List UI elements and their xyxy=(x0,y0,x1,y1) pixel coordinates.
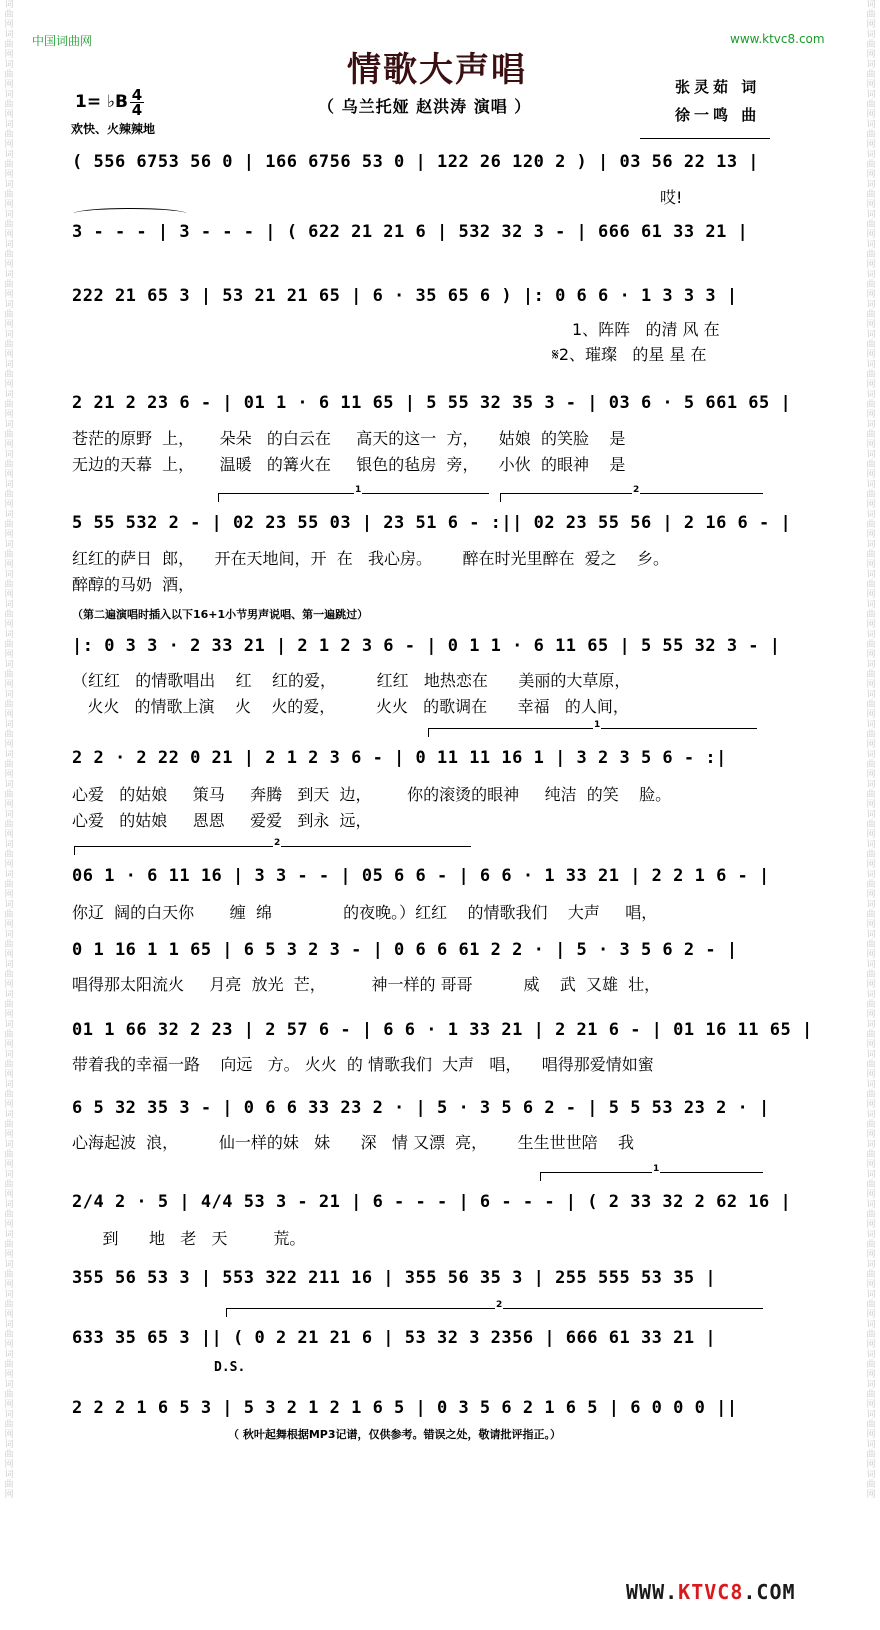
score-line-12: 2/4 2 · 5 | 4/4 53 3 - 21 | 6 - - - | 6 - - - | ( 2 33 32 2 62 16 | xyxy=(72,1192,792,1212)
lyric-line-4a: 苍茫的原野 上， 朵朵 的白云在 高天的这一 方， 姑娘 的笑脸 是 xyxy=(72,429,626,448)
score-line-15: 2 2 2 1 6 5 3 | 5 3 2 1 2 1 6 5 | 0 3 5 6 2 1 6 5 | 6 0 0 0 || xyxy=(72,1398,738,1418)
lyric-line-3b: 𝄋2、璀璨 的星 星 在 xyxy=(552,345,707,364)
tie-arc xyxy=(74,208,186,219)
volta-bracket-outro-2: 2 xyxy=(226,1308,763,1317)
song-subtitle: （ 乌兰托娅 赵洪涛 演唱 ） xyxy=(318,97,532,116)
volta-bracket-rap-1: 1 xyxy=(428,728,757,737)
lyric-line-11: 心海起波 浪， 仙一样的妹 妹 深 情 又漂 亮， 生生世世陪 我 xyxy=(72,1133,635,1152)
lyric-line-1: 哎! xyxy=(660,188,683,207)
ktvc8-logo[interactable] xyxy=(626,1580,796,1604)
lyric-line-7b: 心爱 的姑娘 恩恩 爱爱 到永 远， xyxy=(72,811,372,830)
lyric-line-3a: 1、阵阵 的清 风 在 xyxy=(572,320,720,339)
lyric-line-8: 你辽 阔的白天你 缠 绵 的夜晚。）红红 的情歌我们 大声 唱， xyxy=(72,903,658,922)
score-line-9: 0 1 16 1 1 65 | 6 5 3 2 3 - | 0 6 6 61 2 2 · | 5 · 3 5 6 2 - | xyxy=(72,940,738,960)
song-title: 情歌大声唱 xyxy=(347,50,527,90)
time-sig-bottom: 4 xyxy=(131,101,143,119)
lyric-line-10: 带着我的幸福一路 向远 方。 火火 的 情歌我们 大声 唱， 唱得那爱情如蜜 xyxy=(72,1055,654,1074)
score-line-7: 2 2 · 2 22 0 21 | 2 1 2 3 6 - | 0 11 11 16 1 | 3 2 3 5 6 - :| xyxy=(72,748,727,768)
time-signature xyxy=(130,88,144,117)
key-signature: 1= ♭B xyxy=(75,92,128,112)
score-line-4: 2 21 2 23 6 - | 01 1 · 6 11 65 | 5 55 32 35 3 - | 03 6 · 5 661 65 | xyxy=(72,393,792,413)
lyric-line-5a: 红红的萨日 郎， 开在天地间，开 在 我心房。 醉在时光里醉在 爱之 乡。 xyxy=(72,549,669,568)
site-url-right[interactable]: www.ktvc8.com xyxy=(730,32,825,46)
dal-segno-mark: D.S. xyxy=(214,1360,246,1375)
lyric-line-6a: （红红 的情歌唱出 红 红的爱， 红红 地热恋在 美丽的大草原， xyxy=(72,671,631,690)
lyricist-credit: 张灵茹 词 xyxy=(675,78,761,96)
watermark-left: 词曲网词曲网词曲网词曲网词曲网词曲网词曲网词曲网词曲网词曲网词曲网词曲网词曲网词曲网词曲网词曲网词曲网词曲网词曲网词曲网词曲网词曲网词曲网词曲网词曲网词曲网词曲网词曲网词曲网词曲网词曲网词曲网词曲网词曲网词曲网词曲网词曲网词曲网词曲网词曲网词曲网词曲网词曲网词曲网词曲网词曲网词曲网词曲网词曲网词曲网 xyxy=(4,0,14,1500)
insert-instruction: （第二遍演唱时插入以下16+1小节男声说唱、第一遍跳过） xyxy=(72,608,369,621)
lyric-line-9: 唱得那太阳流火 月亮 放光 芒， 神一样的 哥哥 威 武 又雄 壮， xyxy=(72,975,661,994)
lyric-line-7a: 心爱 的姑娘 策马 奔腾 到天 边， 你的滚烫的眼神 纯洁 的笑 脸。 xyxy=(72,785,672,804)
score-line-1: ( 556 6753 56 0 | 166 6756 53 0 | 122 26 120 2 ) | 03 56 22 13 | xyxy=(72,152,760,172)
logo-www: WWW. xyxy=(626,1580,679,1604)
tempo-marking: 欢快、火辣辣地 xyxy=(71,122,156,136)
site-name-left[interactable]: 中国词曲网 xyxy=(32,34,93,48)
volta-bracket-outro-1: 1 xyxy=(540,1172,763,1181)
logo-com: .COM xyxy=(743,1580,796,1604)
transcription-note: （ 秋叶起舞根据MP3记谱，仅供参考。错误之处，敬请批评指正。） xyxy=(228,1428,561,1441)
volta-bracket-2: 2 xyxy=(500,493,763,502)
score-line-3: 222 21 65 3 | 53 21 21 65 | 6 · 35 65 6 ) |: 0 6 6 · 1 3 3 3 | xyxy=(72,286,738,306)
lyric-line-4b: 无边的天幕 上， 温暖 的篝火在 银色的毡房 旁， 小伙 的眼神 是 xyxy=(72,455,626,474)
credit-divider xyxy=(640,138,770,139)
time-sig-top: 4 xyxy=(131,86,143,104)
score-line-2: 3 - - - | 3 - - - | ( 622 21 21 6 | 532 32 3 - | 666 61 33 21 | xyxy=(72,222,749,242)
composer-credit: 徐一鸣 曲 xyxy=(675,106,761,124)
volta-bracket-1: 1 xyxy=(218,493,489,502)
lyric-line-6b: 火火 的情歌上演 火 火的爱， 火火 的歌调在 幸福 的人间， xyxy=(72,697,629,716)
volta-bracket-rap-2: 2 xyxy=(74,846,471,855)
score-line-10: 01 1 66 32 2 23 | 2 57 6 - | 6 6 · 1 33 21 | 2 21 6 - | 01 16 11 65 | xyxy=(72,1020,813,1040)
score-line-14: 633 35 65 3 || ( 0 2 21 21 6 | 53 32 3 2356 | 666 61 33 21 | xyxy=(72,1328,717,1348)
score-line-5: 5 55 532 2 - | 02 23 55 03 | 23 51 6 - :|| 02 23 55 56 | 2 16 6 - | xyxy=(72,513,792,533)
score-line-8: 06 1 · 6 11 16 | 3 3 - - | 05 6 6 - | 6 6 · 1 33 21 | 2 2 1 6 - | xyxy=(72,866,770,886)
lyric-line-12: 到 地 老 天 荒。 xyxy=(72,1229,306,1248)
logo-brand: KTVC8 xyxy=(678,1580,744,1604)
watermark-right: 词曲网词曲网词曲网词曲网词曲网词曲网词曲网词曲网词曲网词曲网词曲网词曲网词曲网词曲网词曲网词曲网词曲网词曲网词曲网词曲网词曲网词曲网词曲网词曲网词曲网词曲网词曲网词曲网词曲网词曲网词曲网词曲网词曲网词曲网词曲网词曲网词曲网词曲网词曲网词曲网词曲网词曲网词曲网词曲网词曲网词曲网词曲网词曲网词曲网词曲网 xyxy=(866,0,876,1500)
lyric-line-5b: 醉醇的马奶 酒， xyxy=(72,575,195,594)
score-line-13: 355 56 53 3 | 553 322 211 16 | 355 56 35 3 | 255 555 53 35 | xyxy=(72,1268,717,1288)
score-line-6: |: 0 3 3 · 2 33 21 | 2 1 2 3 6 - | 0 1 1 · 6 11 65 | 5 55 32 3 - | xyxy=(72,636,781,656)
score-line-11: 6 5 32 35 3 - | 0 6 6 33 23 2 · | 5 · 3 5 6 2 - | 5 5 53 23 2 · | xyxy=(72,1098,770,1118)
